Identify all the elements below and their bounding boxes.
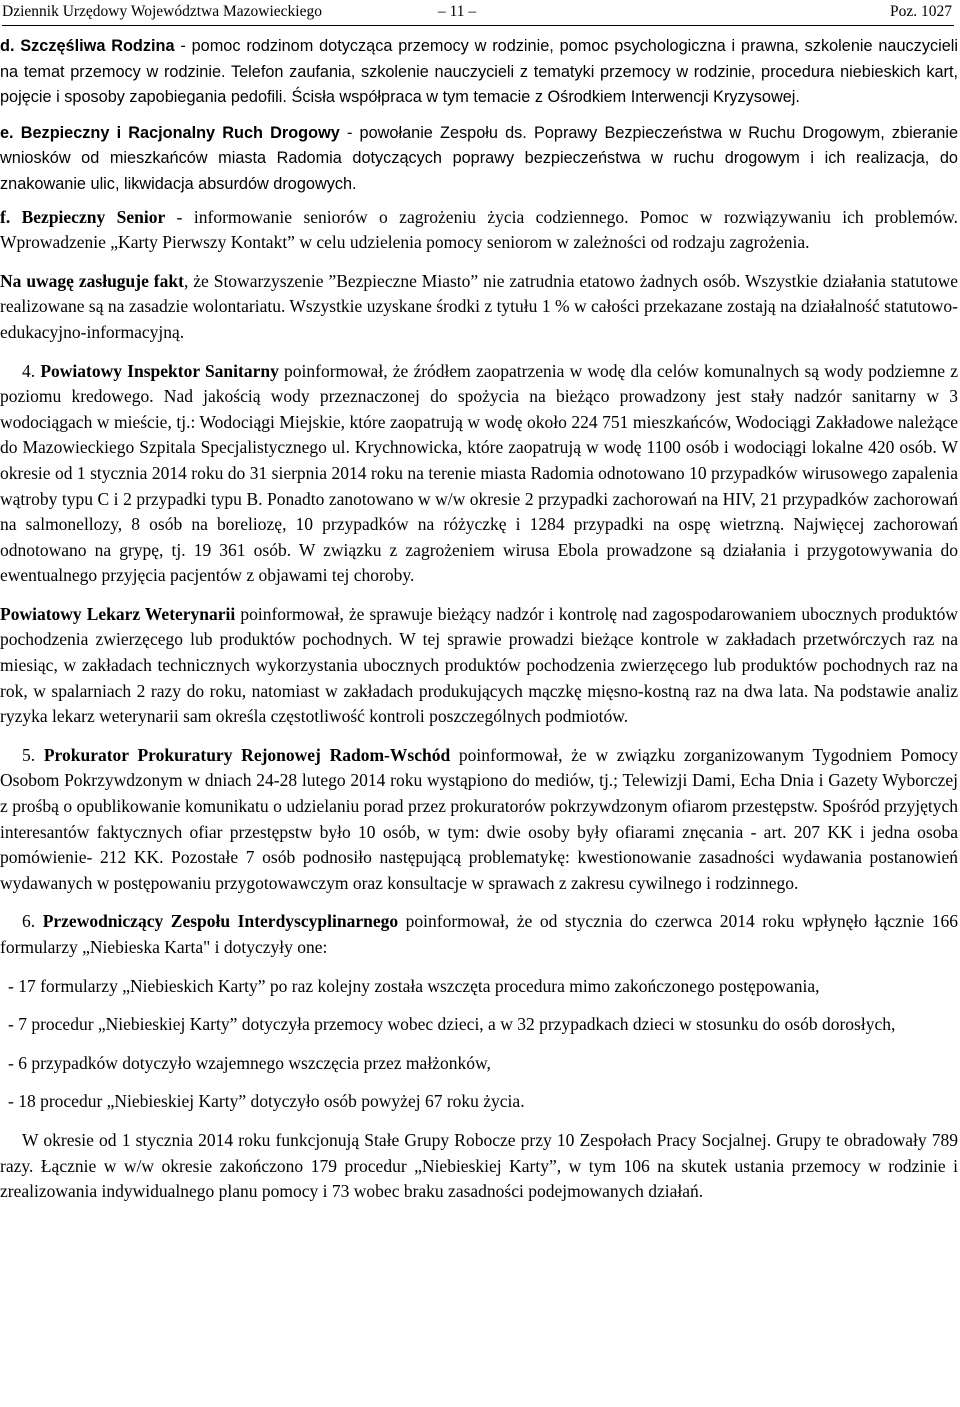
vet-label: Powiatowy Lekarz Weterynarii [0,603,236,624]
vet-paragraph [0,602,958,730]
note-paragraph [0,269,958,346]
item-6-number: 6. [22,911,43,932]
vet-text: poinformował, że sprawuje bieżący nadzór i kontrolę nad zagospodarowaniem ubocznych produktów pochodzenia zwierzęcego lub produktów pochodnych. W tej sprawie prowadzi bieżące kontrole w zakładach przetwórczych raz na miesiąc, w zakładach technicznych wykorzystania ubocznych produktów pochodzenia zwierzęcego lub produktów pochodnych raz na rok, w spalarniach 2 razy do roku, natomiast w zakładach produkujących mączkę mięsno-kostną raz na dwa lata. Na podstawie analiz ryzyka lekarz weterynarii sam określa częstotliwość kontroli poszczególnych podmiotów. [0,603,958,727]
page-header [2,0,952,26]
item-5 [0,743,958,897]
list-item: - 6 przypadków dotyczyło wzajemnego wszczęcia przez małżonków, [8,1052,491,1073]
section-d-label: d. Szczęśliwa Rodzina [0,37,175,55]
section-e-label: e. Bezpieczny i Racjonalny Ruch Drogowy [0,123,340,142]
item-5-number: 5. [22,744,44,765]
item-6-label: Przewodniczący Zespołu Interdyscyplinarnego [42,911,399,932]
section-f [0,205,958,256]
section-f-text: - informowanie seniorów o zagrożeniu życia codziennego. Pomoc w rozwiązywaniu ich problemów. Wprowadzenie „Karty Pierwszy Kontakt” w celu udzielenia pomocy seniorom w zależności od rodzaju zagrożenia. [0,206,958,253]
item-4-label: Powiatowy Inspektor Sanitarny [40,360,279,381]
list-item: - 7 procedur „Niebieskiej Karty” dotyczyła przemocy wobec dzieci, a w 32 przypadkach dzieci w stosunku do osób dorosłych, [8,1014,896,1035]
section-e-text: - powołanie Zespołu ds. Poprawy Bezpieczeństwa w Ruchu Drogowym, zbieranie wniosków od mieszkańców miasta Radomia dotyczących poprawy bezpieczeństwa w ruchu drogowym i ich realizacja, do znakowanie ulic, likwidacja absurdów drogowych. [0,123,958,193]
item-6-closing: W okresie od 1 stycznia 2014 roku funkcjonują Stałe Grupy Robocze przy 10 Zespołach Pracy Socjalnej. Grupy te obradowały 789 razy. Łącznie w w/w okresie zakończono 179 procedur „Niebieskiej Karty”, w tym 106 na skutek ustania przemocy w rodzinie i zrealizowania indywidualnego planu pomocy i 73 wobec braku zasadności podejmowanych działań. [0,1129,958,1202]
header-divider [2,25,954,26]
note-text: , że Stowarzyszenie ”Bezpieczne Miasto” nie zatrudnia etatowo żadnych osób. Wszystkie działania statutowe realizowane są na zasadzie wolontariatu. Wszystkie uzyskane środki z tytułu 1 % w całości przekazane zostają na działalność statutowo-edukacyjno-informacyjną. [0,270,959,342]
item-4 [0,359,958,589]
position-number: Poz. 1027 [890,3,952,20]
item-4-text: poinformował, że źródłem zaopatrzenia w wodę dla celów komunalnych są wody podziemne z poziomu kredowego. Nad jakością wody przeznaczonej do spożycia na bieżąco prowadzony jest stały nadzór sanitarny w 3 wodociągach w mieście, tj.: Wodociągi Miejskie, które zaopatrują w wodę około 224 751 mieszkańców, Wodociągi Zakładowe należące do Mazowieckiego Szpitala Specjalistycznego ul. Krychnowicka, które zaopatrują w wodę 1100 osób i wodociągi lokalne 420 osób. W okresie od 1 stycznia 2014 roku do 31 sierpnia 2014 roku na terenie miasta Radomia odnotowano 10 przypadków wirusowego zapalenia wątroby typu C i 2 przypadki typu B. Ponadto zanotowano w w/w okresie 2 przypadki zachorowań na HIV, 21 przypadków zachorowań na salmonellozy, 8 osób na boreliozę, 10 przypadków na różyczkę i 1284 przypadki na ospę wietrzną. Najwięcej zachorowań odnotowano na grypę, tj. 19 361 osób. W związku z zagrożeniem wirusa Ebola prowadzone są działania i przygotowywania do ewentualnego przyjęcia pacjentów z objawami tej choroby. [0,360,958,586]
section-e [0,121,958,198]
list-item: - 17 formularzy „Niebieskich Karty” po raz kolejny została wszczęta procedura mimo zakończonego postępowania, [8,975,820,996]
section-d-text: - pomoc rodzinom dotycząca przemocy w rodzinie, pomoc psychologiczna i prawna, szkolenie nauczycieli na temat przemocy w rodzinie. Telefon zaufania, szkolenie nauczycieli z tematyki przemocy w rodzinie, procedura niebieskich kart, pojęcie i sposoby zapobiegania pedofili. Ścisła współpraca w tym temacie z Ośrodkiem Interwencji Kryzysowej. [0,37,959,107]
section-f-label: f. Bezpieczny Senior [0,206,166,227]
item-6-text: poinformował, że od stycznia do czerwca 2014 roku wpłynęło łącznie 166 formularzy „Niebieska Karta" i dotyczyły one: [0,911,959,957]
item-4-number: 4. [22,360,41,381]
section-d [0,34,958,111]
item-5-label: Prokurator Prokuratury Rejonowej Radom-Wschód [43,744,451,765]
list-item: - 18 procedur „Niebieskiej Karty” dotyczyło osób powyżej 67 roku życia. [8,1091,525,1112]
item-5-text: poinformował, że w związku zorganizowanym Tygodniem Pomocy Osobom Pokrzywdzonym w dniach 24-28 lutego 2014 roku wystąpiono do mediów, tj.; Telewizji Dami, Echa Dnia i Gazety Wyborczej z prośbą o opublikowanie komunikatu o udzielaniu porad przez prokuratorów pokrzywdzonym ofiarom przestępstw. Spośród przyjętych interesantów faktycznych ofiar przestępstw było 10 osób, w tym: dwie osoby były ofiarami znęcania - art. 207 KK i jedna osoba pomówienie- 212 KK. Pozostałe 7 osób podnosiło następującą problematykę: kwestionowanie zasadności wydawania postanowień wydawanych w postępowaniu przygotowawczym oraz konsultacje w sprawach z zakresu cywilnego i rodzinnego. [0,744,959,893]
page-number: – 11 – [438,3,477,20]
note-label: Na uwagę zasługuje fakt [0,270,184,291]
journal-title: Dziennik Urzędowy Województwa Mazowieckiego [2,3,322,20]
document-body [0,34,958,1205]
item-6 [0,909,958,960]
